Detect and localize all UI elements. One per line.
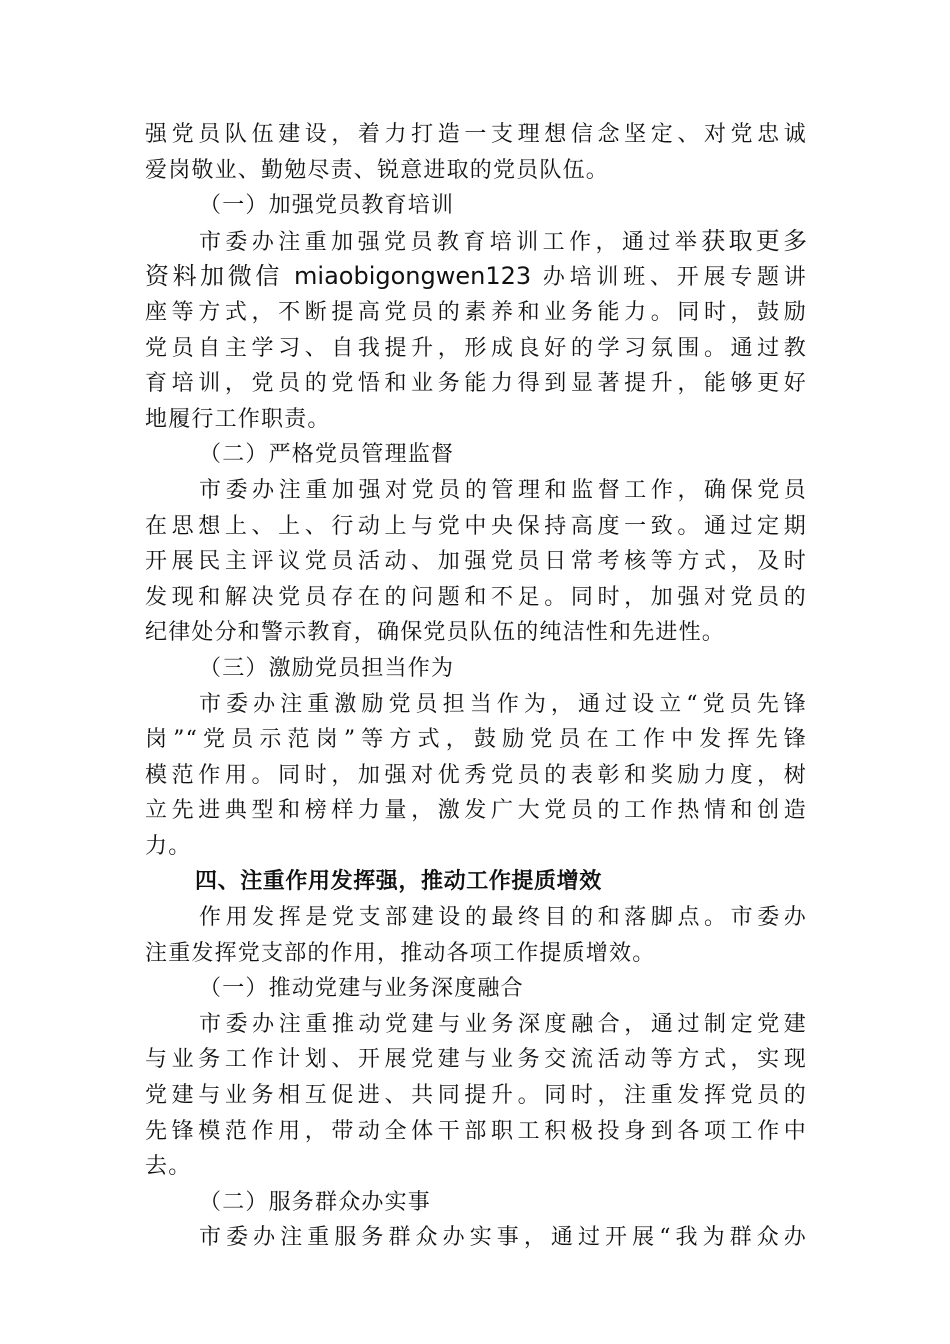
- body-line: 爱岗敬业、勤勉尽责、锐意进取的党员队伍。: [145, 157, 610, 183]
- body-line: 先锋模范作用，带动全体干部职工积极投身到各项工作中: [145, 1118, 807, 1144]
- section-subheading: （一）推动党建与业务深度融合: [199, 976, 524, 1002]
- body-line: 育培训，党员的党悟和业务能力得到显著提升，能够更好: [145, 371, 807, 397]
- section-subheading: （三）激励党员担当作为: [199, 655, 455, 681]
- body-line: 强党员队伍建设，着力打造一支理想信念坚定、对党忠诚: [145, 122, 807, 147]
- body-line: 市委办注重推动党建与业务深度融合，通过制定党建: [199, 1011, 807, 1037]
- body-line: 去。: [145, 1154, 192, 1180]
- body-line: 开展民主评议党员活动、加强党员日常考核等方式，及时: [145, 549, 807, 575]
- section-subheading: （一）加强党员教育培训: [199, 193, 455, 219]
- body-line: 与业务工作计划、开展党建与业务交流活动等方式，实现: [145, 1047, 807, 1073]
- body-line: 市委办注重加强对党员的管理和监督工作，确保党员: [199, 477, 807, 503]
- section-subheading: （二）严格党员管理监督: [199, 442, 455, 468]
- body-line: [145, 224, 807, 260]
- body-line: [145, 259, 807, 295]
- body-line: 力。: [145, 833, 192, 859]
- document-page: [145, 117, 807, 1256]
- body-line: 发现和解决党员存在的问题和不足。同时，加强对党员的: [145, 584, 807, 610]
- body-line: 市委办注重激励党员担当作为，通过设立“党员先锋: [199, 691, 807, 717]
- body-text: 办培训班、开展专题讲: [531, 265, 807, 291]
- body-line: 作用发挥是党支部建设的最终目的和落脚点。市委办: [199, 905, 807, 931]
- body-line: 在思想上、上、行动上与党中央保持高度一致。通过定期: [145, 513, 807, 539]
- section-subheading: （二）服务群众办实事: [199, 1189, 432, 1215]
- body-line: 模范作用。同时，加强对优秀党员的表彰和奖励力度，树: [145, 762, 807, 788]
- body-line: 地履行工作职责。: [145, 406, 331, 432]
- body-text: 市委办注重加强党员教育培训工作，通过举: [199, 229, 702, 255]
- watermark-text: 获取更多: [701, 226, 808, 255]
- section-heading: 四、注重作用发挥强，推动工作提质增效: [195, 869, 602, 895]
- body-line: 岗”“党员示范岗”等方式，鼓励党员在工作中发挥先锋: [145, 727, 807, 753]
- body-line: 纪律处分和警示教育，确保党员队伍的纯洁性和先进性。: [145, 620, 726, 646]
- body-line: 党员自主学习、自我提升，形成良好的学习氛围。通过教: [145, 335, 807, 361]
- body-line: 市委办注重服务群众办实事，通过开展“我为群众办: [199, 1225, 807, 1251]
- body-line: 注重发挥党支部的作用，推动各项工作提质增效。: [145, 940, 656, 966]
- watermark-text: 资料加微信 miaobigongwen123: [145, 262, 532, 291]
- body-line: 座等方式，不断提高党员的素养和业务能力。同时，鼓励: [145, 299, 807, 325]
- body-line: 党建与业务相互促进、共同提升。同时，注重发挥党员的: [145, 1083, 807, 1109]
- body-line: 立先进典型和榜样力量，激发广大党员的工作热情和创造: [145, 798, 807, 824]
